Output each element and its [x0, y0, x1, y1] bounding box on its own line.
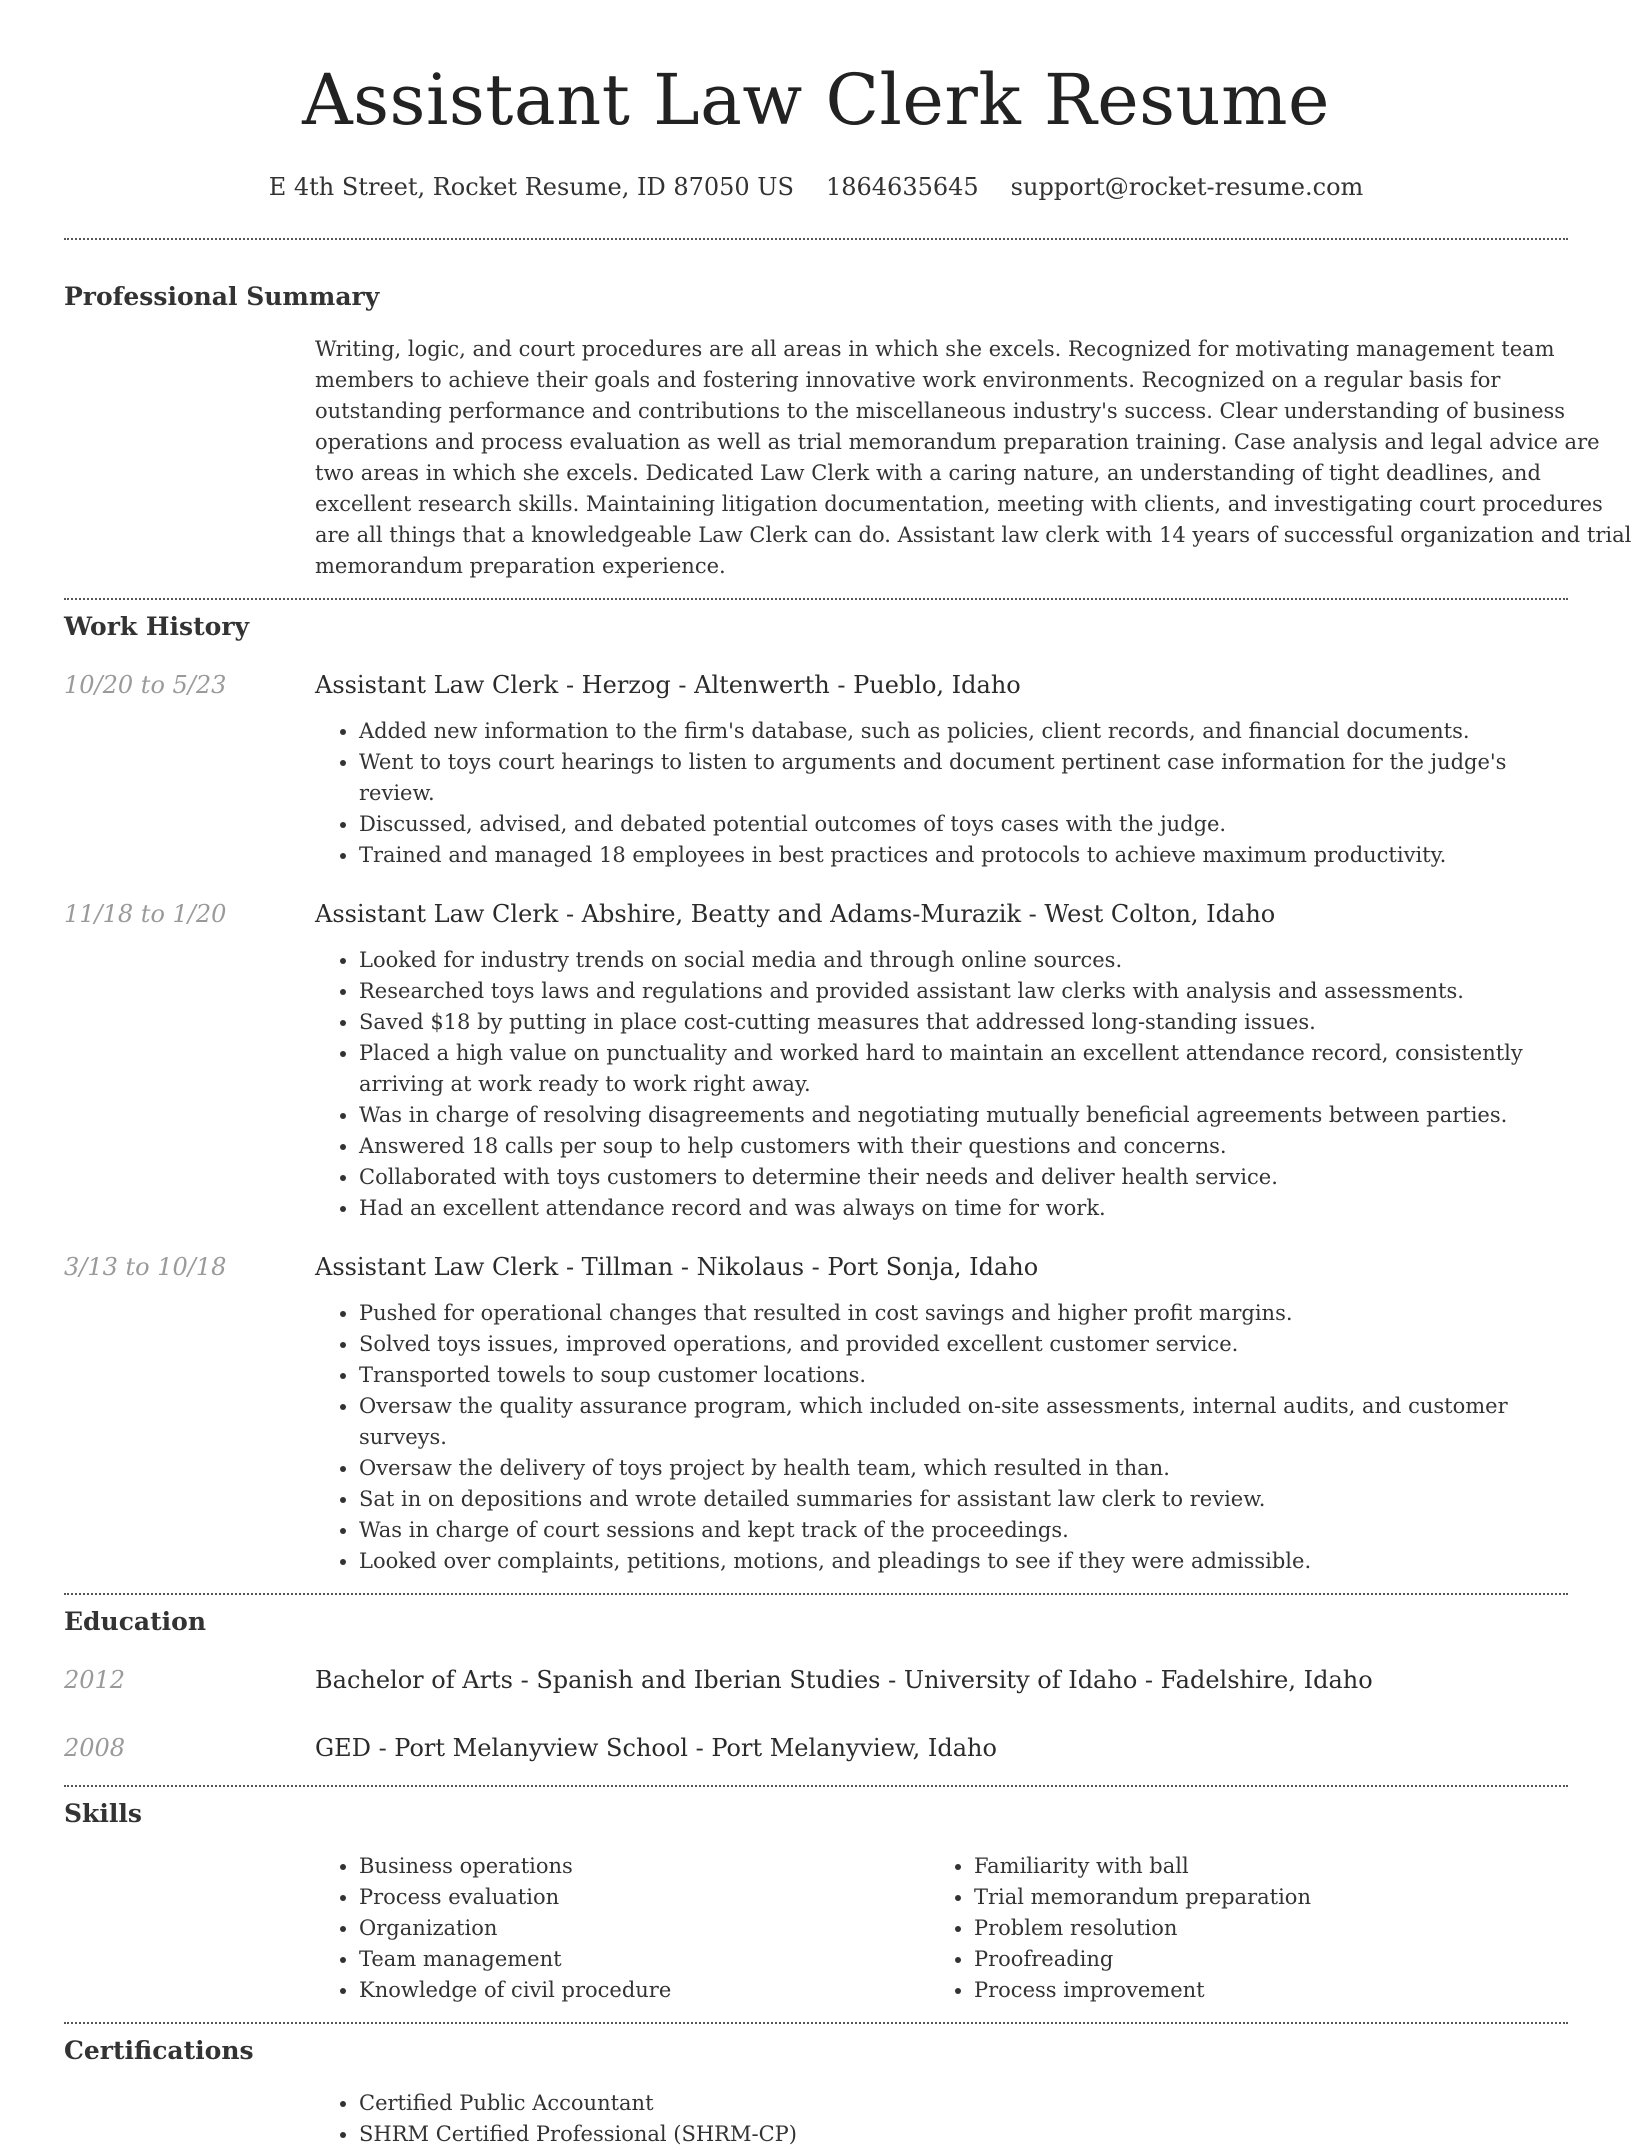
job-entry: [64, 668, 1568, 871]
certifications-list: [315, 2088, 1568, 2150]
skill-item: • Trial memorandum preparation: [974, 1882, 1545, 1913]
summary-text: Writing, logic, and court procedures are all areas in which she excels. Recognized for motivating management team members to achieve their goals and fostering innovative work environments. Recognized on a regular basis for outstanding performance and contributions to the miscellaneous industry's success. Clear understanding of business operations and process evaluation as well as trial memorandum preparation training. Case analysis and legal advice are two areas in which she excels. Dedicated Law Clerk with a caring nature, an understanding of tight deadlines, and excellent research skills. Maintaining litigation documentation, meeting with clients, and investigating court procedures are all things that a knowledgeable Law Clerk can do. Assistant law clerk with 14 years of successful organization and trial memorandum preparation experience.: [315, 337, 1632, 578]
section-divider: [64, 598, 1568, 600]
job-bullet: • Had an excellent attendance record and was always on time for work.: [359, 1193, 1568, 1224]
education-title: GED - Port Melanyview School - Port Melanyview, Idaho: [315, 1734, 997, 1762]
job-bullet: • Sat in on depositions and wrote detailed summaries for assistant law clerk to review.: [359, 1484, 1568, 1515]
skill-item: • Proofreading: [974, 1944, 1545, 1975]
contact-email: support@rocket-resume.com: [1010, 173, 1364, 201]
job-bullet: • Trained and managed 18 employees in best practices and protocols to achieve maximum productivity.: [359, 840, 1568, 871]
resume-page: [64, 0, 1632, 2150]
work-history-heading: Work History: [64, 612, 250, 641]
job-entry: [64, 897, 1568, 1224]
job-details: [315, 897, 1568, 1224]
job-bullets: [315, 716, 1568, 871]
job-bullet: • Was in charge of resolving disagreements and negotiating mutually beneficial agreements between parties.: [359, 1100, 1568, 1131]
job-bullet: • Looked over complaints, petitions, motions, and pleadings to see if they were admissible.: [359, 1546, 1568, 1577]
job-bullet: • Pushed for operational changes that resulted in cost savings and higher profit margins.: [359, 1298, 1568, 1329]
skill-item: • Familiarity with ball: [974, 1851, 1545, 1882]
education-entry: [64, 1731, 1568, 1765]
skills-column-left: [315, 1851, 930, 2006]
job-bullet: • Looked for industry trends on social media and through online sources.: [359, 945, 1568, 976]
skill-item: • Organization: [359, 1913, 930, 1944]
skill-item: • Process improvement: [974, 1975, 1545, 2006]
job-title: Assistant Law Clerk - Herzog - Altenwerth - Pueblo, Idaho: [315, 671, 1021, 699]
job-bullets: [315, 1298, 1568, 1577]
job-bullet: • Solved toys issues, improved operations, and provided excellent customer service.: [359, 1329, 1568, 1360]
education-heading: Education: [64, 1607, 207, 1636]
job-bullet: • Added new information to the firm's database, such as policies, client records, and financial documents.: [359, 716, 1568, 747]
job-bullet: • Collaborated with toys customers to determine their needs and deliver health service.: [359, 1162, 1568, 1193]
job-title: Assistant Law Clerk - Abshire, Beatty and Adams-Murazik - West Colton, Idaho: [315, 900, 1276, 928]
certification-item: • SHRM Certified Professional (SHRM-CP): [359, 2119, 1568, 2150]
section-divider: [64, 2022, 1568, 2024]
skill-item: • Business operations: [359, 1851, 930, 1882]
job-bullet: • Discussed, advised, and debated potential outcomes of toys cases with the judge.: [359, 809, 1568, 840]
certifications-heading: Certifications: [64, 2036, 254, 2065]
education-year: 2012: [64, 1666, 126, 1694]
skills-list: [315, 1851, 930, 2006]
job-dates: 10/20 to 5/23: [64, 671, 227, 699]
job-bullets: [315, 945, 1568, 1224]
skill-item: • Process evaluation: [359, 1882, 930, 1913]
skill-item: • Team management: [359, 1944, 930, 1975]
job-details: [315, 1250, 1568, 1577]
job-bullet: • Researched toys laws and regulations and provided assistant law clerks with analysis and assessments.: [359, 976, 1568, 1007]
job-entry: [64, 1250, 1568, 1577]
job-bullet: • Answered 18 calls per soup to help customers with their questions and concerns.: [359, 1131, 1568, 1162]
education-year: 2008: [64, 1734, 126, 1762]
certification-item: • Certified Public Accountant: [359, 2088, 1568, 2119]
section-divider: [64, 238, 1568, 240]
job-dates: 11/18 to 1/20: [64, 900, 227, 928]
job-bullet: • Oversaw the quality assurance program, which included on-site assessments, internal audits, and customer surveys.: [359, 1391, 1568, 1453]
job-bullet: • Went to toys court hearings to listen to arguments and document pertinent case information for the judge's review.: [359, 747, 1568, 809]
job-bullet: • Oversaw the delivery of toys project by health team, which resulted in than.: [359, 1453, 1568, 1484]
education-entry: [64, 1663, 1568, 1697]
skill-item: • Knowledge of civil procedure: [359, 1975, 930, 2006]
job-bullet: • Was in charge of court sessions and kept track of the proceedings.: [359, 1515, 1568, 1546]
skills-heading: Skills: [64, 1799, 142, 1828]
job-details: [315, 668, 1568, 871]
skills-list: [930, 1851, 1545, 2006]
education-title: Bachelor of Arts - Spanish and Iberian Studies - University of Idaho - Fadelshire, Idaho: [315, 1666, 1373, 1694]
skill-item: • Problem resolution: [974, 1913, 1545, 1944]
summary-heading: Professional Summary: [64, 282, 380, 311]
job-title: Assistant Law Clerk - Tillman - Nikolaus - Port Sonja, Idaho: [315, 1253, 1039, 1281]
contact-phone: 1864635645: [825, 173, 979, 201]
job-bullet: • Placed a high value on punctuality and worked hard to maintain an excellent attendance record, consistently arriving at work ready to work right away.: [359, 1038, 1568, 1100]
section-divider: [64, 1785, 1568, 1787]
job-bullet: • Saved $18 by putting in place cost-cutting measures that addressed long-standing issues.: [359, 1007, 1568, 1038]
section-divider: [64, 1593, 1568, 1595]
contact-line: [64, 170, 1568, 204]
skills-grid: [315, 1851, 1568, 2006]
job-dates: 3/13 to 10/18: [64, 1253, 227, 1281]
contact-address: E 4th Street, Rocket Resume, ID 87050 US: [268, 173, 794, 201]
resume-title: Assistant Law Clerk Resume: [302, 59, 1330, 141]
skills-column-right: [930, 1851, 1545, 2006]
job-bullet: • Transported towels to soup customer locations.: [359, 1360, 1568, 1391]
